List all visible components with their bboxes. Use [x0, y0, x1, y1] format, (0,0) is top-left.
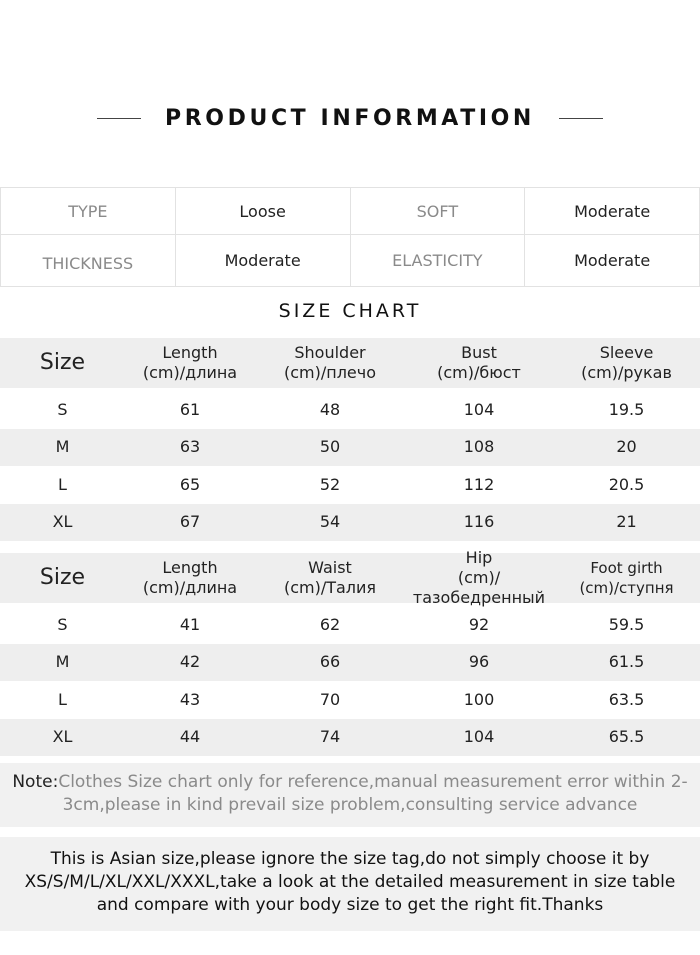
table-row — [0, 719, 700, 757]
table-cell: 54 — [319, 512, 341, 532]
table-cell: 104 — [463, 399, 495, 419]
table-cell: M — [55, 652, 70, 672]
table-cell: 48 — [319, 399, 341, 419]
note-box — [0, 763, 700, 827]
title-divider-left — [97, 118, 141, 119]
table-cell: 70 — [319, 689, 341, 709]
size-chart-header-row — [0, 548, 700, 607]
table-cell: 43 — [179, 689, 201, 709]
table-cell: 59.5 — [608, 614, 645, 634]
table-cell: 112 — [463, 474, 495, 494]
table-cell: 61 — [179, 399, 201, 419]
table-cell: 19.5 — [608, 399, 645, 419]
table-cell: 61.5 — [608, 652, 645, 672]
column-header: Length (cm)/длина — [142, 343, 238, 382]
column-header: Shoulder (cm)/плечо — [283, 343, 377, 382]
info-key-type: TYPE — [1, 188, 176, 235]
info-key-thickness: THICKNESS — [1, 235, 176, 287]
table-cell: 42 — [179, 652, 201, 672]
info-key-elasticity: ELASTICITY — [350, 235, 525, 287]
table-cell: 74 — [319, 727, 341, 747]
table-row — [0, 681, 700, 719]
product-info-table — [0, 187, 700, 287]
size-chart-header-row — [0, 338, 700, 388]
table-cell: M — [55, 437, 70, 457]
table-cell: XL — [52, 727, 73, 747]
info-row — [1, 188, 700, 235]
info-value-type: Loose — [175, 188, 350, 235]
table-cell: S — [57, 614, 68, 634]
table-cell: L — [58, 689, 67, 709]
table-cell: 67 — [179, 512, 201, 532]
table-cell: 52 — [319, 474, 341, 494]
table-cell: 63.5 — [608, 689, 645, 709]
table-row — [0, 606, 700, 644]
section-header — [0, 100, 700, 136]
note-text: Clothes Size chart only for reference,manual measurement error within 2-3cm,please in kind prevail size problem,consulting service advance — [58, 772, 688, 815]
info-row — [1, 235, 700, 287]
info-value-soft: Moderate — [525, 188, 700, 235]
column-header: Size — [39, 565, 86, 590]
table-row — [0, 466, 700, 504]
table-row — [0, 644, 700, 682]
info-value-elasticity: Moderate — [525, 235, 700, 287]
table-cell: 108 — [463, 437, 495, 457]
size-chart-top — [0, 338, 700, 541]
asian-size-notice: This is Asian size,please ignore the size tag,do not simply choose it by XS/S/M/L/XL/XXL/XXXL,take a look at the detailed measurement in size table and compare with your body size to get the right fit.Thanks — [0, 837, 700, 931]
table-row — [0, 391, 700, 429]
table-cell: L — [58, 474, 67, 494]
table-cell: 41 — [179, 614, 201, 634]
table-cell: 50 — [319, 437, 341, 457]
table-row — [0, 504, 700, 542]
table-cell: 92 — [468, 614, 490, 634]
table-cell: 100 — [463, 689, 495, 709]
table-cell: XL — [52, 512, 73, 532]
note-label: Note: — [12, 772, 59, 792]
table-cell: 104 — [463, 727, 495, 747]
column-header: Sleeve (cm)/рукав — [581, 343, 672, 382]
table-cell: S — [57, 399, 68, 419]
table-cell: 44 — [179, 727, 201, 747]
info-value-thickness: Moderate — [175, 235, 350, 287]
table-cell: 62 — [319, 614, 341, 634]
column-header: Bust (cm)/бюст — [437, 343, 521, 382]
column-header: Hip (cm)/тазобедренный — [412, 548, 546, 607]
table-cell: 66 — [319, 652, 341, 672]
title-divider-right — [559, 118, 603, 119]
page-title: PRODUCT INFORMATION — [165, 105, 535, 131]
table-cell: 65 — [179, 474, 201, 494]
table-cell: 20 — [616, 437, 637, 457]
info-key-soft: SOFT — [350, 188, 525, 235]
table-row — [0, 429, 700, 467]
table-cell: 65.5 — [608, 727, 645, 747]
table-cell: 96 — [468, 652, 490, 672]
size-chart-title: SIZE CHART — [278, 300, 422, 322]
table-cell: 116 — [463, 512, 495, 532]
size-chart-bottom — [0, 548, 700, 756]
column-header: Waist (cm)/Талия — [283, 558, 377, 597]
column-header: Length (cm)/длина — [142, 558, 238, 597]
table-cell: 63 — [179, 437, 201, 457]
table-cell: 20.5 — [608, 474, 645, 494]
column-header: Foot girth (cm)/ступня — [579, 559, 674, 597]
table-cell: 21 — [616, 512, 637, 532]
column-header: Size — [39, 350, 86, 375]
